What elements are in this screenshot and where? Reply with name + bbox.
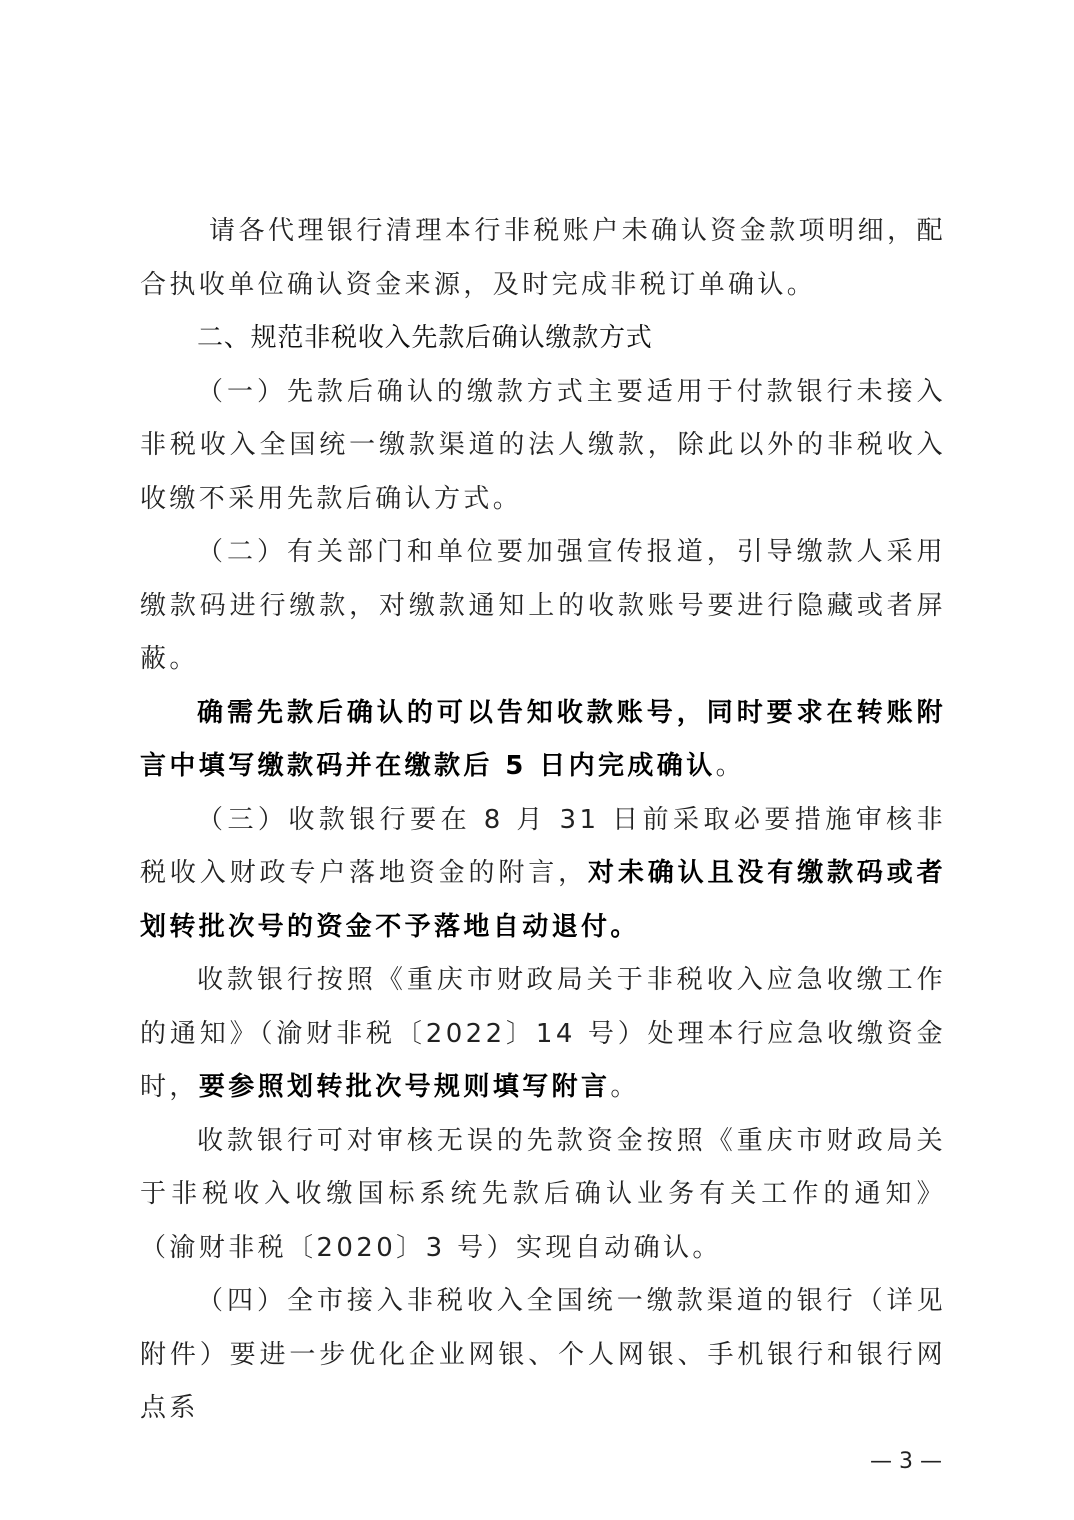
paragraph-text: 请各代理银行清理本行非税账户未确认资金款项明细，配合执收单位确认资金来源，及时完成非税订单确认。 — [140, 216, 946, 300]
document-body — [140, 205, 946, 1436]
paragraph-text: 收款银行按照《重庆市财政局关于非税收入应急收缴工作的通知》（渝财非税〔2022〕14 号）处理本行应急收缴资金时， — [140, 965, 946, 1102]
emphasis-text: 确需先款后确认的可以告知收款账号，同时要求在转账附言中填写缴款码并在缴款后 5 日内完成确认 — [140, 697, 946, 781]
paragraph-confirmation-requirement — [140, 687, 946, 794]
emphasis-text: 要参照划转批次号规则填写附言 — [198, 1072, 611, 1102]
paragraph-emergency-collection — [140, 954, 946, 1115]
paragraph-item-4 — [140, 1275, 946, 1436]
paragraph-item-2 — [140, 526, 946, 687]
paragraph-text: （一）先款后确认的缴款方式主要适用于付款银行未接入非税收入全国统一缴款渠道的法人缴款，除此以外的非税收入收缴不采用先款后确认方式。 — [140, 376, 946, 514]
emphasis-text: 对未确认且没有缴款码或者划转批次号的资金不予落地自动退付。 — [140, 858, 946, 942]
paragraph-text: 。 — [610, 1072, 640, 1102]
section-heading: 二、规范非税收入先款后确认缴款方式 — [197, 323, 653, 353]
paragraph-bank-cleanup — [140, 205, 946, 312]
paragraph-text: 。 — [715, 751, 746, 781]
paragraph-text: 收款银行可对审核无误的先款资金按照《重庆市财政局关于非税收入收缴国标系统先款后确认业务有关工作的通知》（渝财非税〔2020〕3 号）实现自动确认。 — [140, 1125, 946, 1263]
paragraph-item-1 — [140, 366, 946, 527]
paragraph-text: （二）有关部门和单位要加强宣传报道，引导缴款人采用缴款码进行缴款，对缴款通知上的收款账号要进行隐藏或者屏蔽。 — [140, 537, 946, 674]
page-number: — 3 — — [870, 1449, 942, 1474]
paragraph-item-3 — [140, 794, 946, 955]
paragraph-auto-confirmation — [140, 1115, 946, 1276]
paragraph-text: （四）全市接入非税收入全国统一缴款渠道的银行（详见附件）要进一步优化企业网银、个人网银、手机银行和银行网点系 — [140, 1286, 946, 1423]
paragraph-text: （三）收款银行要在 8 月 31 日前采取必要措施审核非税收入财政专户落地资金的附言， — [140, 804, 946, 888]
